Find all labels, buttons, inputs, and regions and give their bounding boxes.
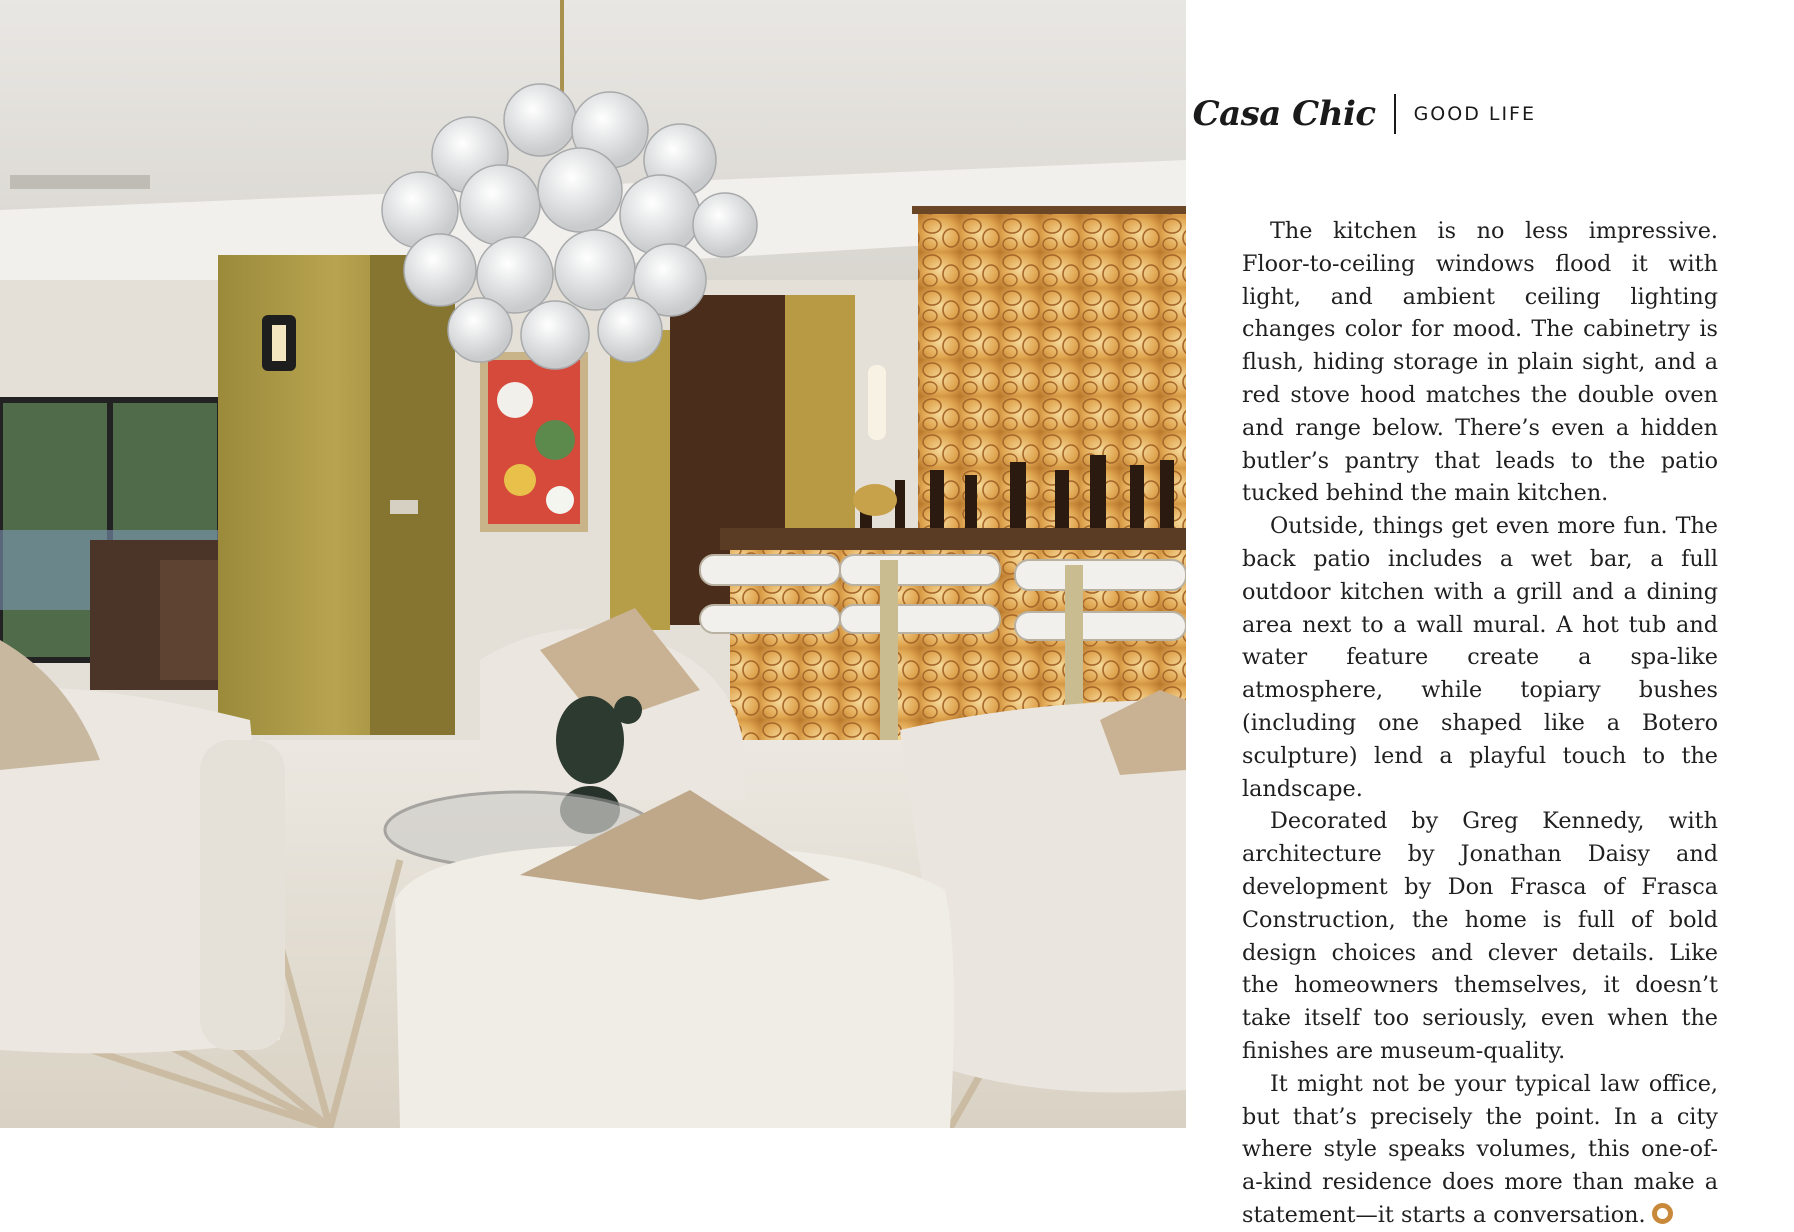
magazine-brand: Casa Chic (1192, 94, 1376, 134)
article-body (1242, 215, 1718, 1232)
article-paragraph-text: It might not be your typical law office, but that’s precisely the point. In a city where style speaks volumes, this one-of-a-kind residence does more than make a statement—it starts a conversation. (1242, 1070, 1718, 1228)
article-paragraph: The kitchen is no less impressive. Floor-to-ceiling windows flood it with light, and ambient ceiling lighting changes color for mood. The cabinetry is flush, hiding storage in plain sight, and a red stove hood matches the double oven and range below. There’s even a hidden butler’s pantry that leads to the patio tucked behind the main kitchen. (1242, 218, 1718, 507)
page-header (1193, 84, 1536, 144)
end-mark-icon (1652, 1203, 1673, 1224)
article-paragraph-last (1242, 1068, 1718, 1232)
section-label: GOOD LIFE (1413, 103, 1536, 125)
article-paragraph: Decorated by Greg Kennedy, with architecture by Jonathan Daisy and development by Don Frasca of Frasca Construction, the home is full of bold design choices and clever details. Like the homeowners themselves, it doesn’t take itself too seriously, even when the finishes are museum-quality. (1242, 808, 1718, 1064)
article-paragraph: Outside, things get even more fun. The back patio includes a wet bar, a full outdoor kitchen with a grill and a dining area next to a wall mural. A hot tub and water feature create a spa-like atmosphere, while topiary bushes (including one shaped like a Botero sculpture) lend a playful touch to the landscape. (1242, 513, 1718, 802)
header-divider (1394, 94, 1396, 134)
